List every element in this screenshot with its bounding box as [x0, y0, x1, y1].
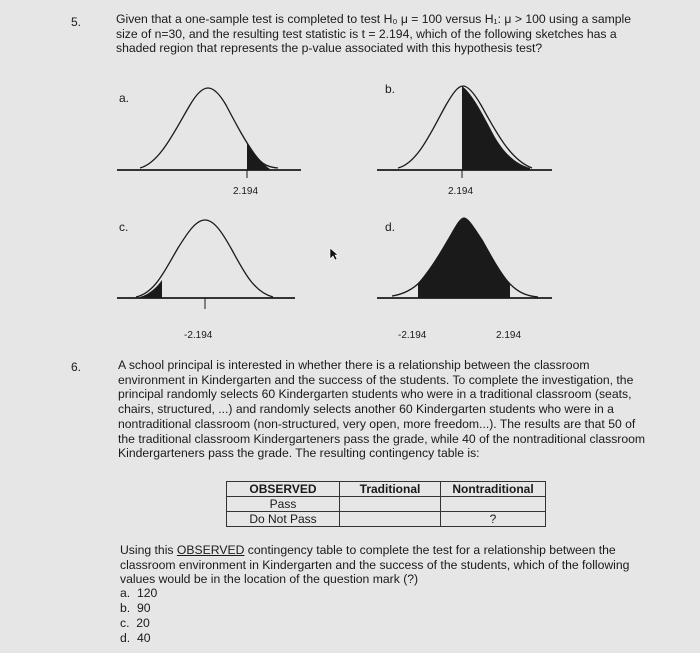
sketch-c-tick-label: -2.194: [184, 330, 213, 341]
q5-line-2: size of n=30, and the resulting test statistic is t = 2.194, which of the following sketches has a: [116, 26, 617, 41]
option-a[interactable]: a. 120: [120, 586, 158, 600]
table-header-nontraditional: Nontraditional: [441, 482, 546, 497]
table-cell: Pass: [227, 497, 340, 512]
table-header-observed: OBSERVED: [227, 482, 340, 497]
table-cell: [340, 497, 441, 512]
sketch-b-shade: [462, 86, 530, 170]
q6-prompt-line-2: classroom environment in Kindergarten and the success of the students, which of the following: [120, 557, 630, 572]
sketch-c-label: c.: [119, 220, 129, 234]
q6-line-6: the traditional classroom Kindergarteners pass the grade, while 40 of the nontraditional classroom: [118, 431, 646, 446]
q6-line-3: principal randomly selects 60 Kindergarten students who were in a traditional classroom (seats,: [118, 387, 632, 402]
sketch-d: [377, 218, 552, 298]
sketch-b-tick-label: 2.194: [448, 186, 474, 197]
prompt-suffix: contingency table to complete the test for a relationship between the: [244, 543, 616, 557]
option-d[interactable]: d. 40: [120, 631, 151, 645]
sketch-a-tick-label: 2.194: [233, 186, 259, 197]
q6-line-7: Kindergarteners pass the grade. The resulting contingency table is:: [118, 446, 480, 461]
q6-prompt-line-1: [120, 543, 629, 558]
q5-line-3: shaded region that represents the p-value associated with this hypothesis test?: [116, 41, 543, 56]
prompt-observed-underlined: OBSERVED: [176, 543, 245, 557]
table-header-traditional: Traditional: [340, 482, 441, 497]
question-6-number: 6.: [71, 360, 82, 374]
q6-line-1: A school principal is interested in whether there is a relationship between the classroom: [118, 358, 590, 372]
sketch-a: [117, 88, 301, 178]
table-cell: ?: [441, 512, 546, 527]
q5-line-1: Given that a one-sample test is completed to test H₀ μ = 100 versus H₁: μ > 100 using a sample: [116, 12, 632, 26]
sketch-c-curve: [136, 220, 273, 297]
answer-options: [120, 586, 157, 646]
q6-line-5: nontraditional classroom (non-structured, very open, more freedom...). The results are that 50 of: [118, 416, 636, 431]
question-6-prompt: [120, 543, 629, 587]
table-cell: [340, 512, 441, 527]
question-6-text: [118, 358, 645, 461]
sketch-b: [377, 86, 552, 178]
option-c[interactable]: c. 20: [120, 616, 150, 630]
sketch-d-shade: [418, 218, 510, 298]
sketch-a-curve: [140, 88, 278, 168]
q6-line-4: chairs, structured, ...) and randomly selects another 60 Kindergarten students who were in a: [118, 402, 614, 417]
table-cell: [441, 497, 546, 512]
table-row: [227, 497, 546, 512]
option-b[interactable]: b. 90: [120, 601, 151, 615]
table-cell: Do Not Pass: [227, 512, 340, 527]
table-row: [227, 512, 546, 527]
mouse-cursor-icon: [329, 247, 339, 261]
sketch-d-tick-label-right: 2.194: [496, 330, 522, 341]
prompt-prefix: Using this: [120, 543, 177, 557]
q6-line-2: environment in Kindergarten and the success of the students. To complete the investigation, the: [118, 372, 634, 387]
observed-contingency-table: [226, 481, 546, 527]
sketch-c: [117, 220, 295, 309]
q6-prompt-line-3: values would be in the location of the question mark (?): [120, 572, 419, 587]
sketch-d-tick-label-left: -2.194: [398, 330, 427, 341]
question-5-number: 5.: [71, 15, 82, 29]
table-header-row: [227, 482, 546, 497]
sketch-b-label: b.: [385, 82, 396, 96]
sketch-a-label: a.: [119, 91, 130, 105]
sketch-d-label: d.: [385, 220, 396, 234]
